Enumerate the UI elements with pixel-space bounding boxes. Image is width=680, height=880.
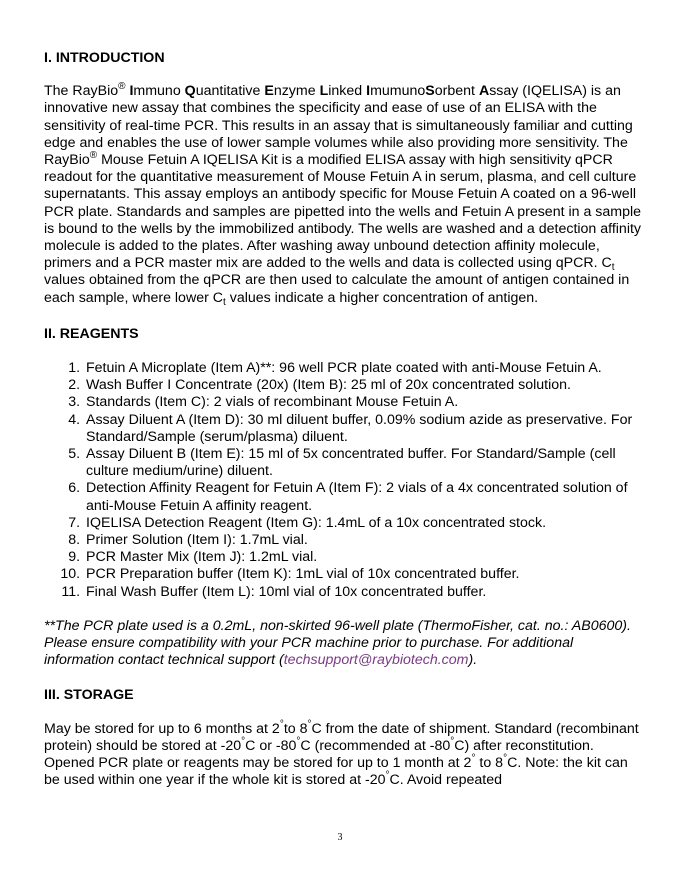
storage-heading: III. STORAGE xyxy=(44,686,134,703)
page-number: 3 xyxy=(337,832,343,843)
list-item: 4. Assay Diluent A (Item D): 30 ml diluent buffer, 0.09% sodium azide as preservative. For Standard/Sample (serum/plasma) diluent. xyxy=(84,412,644,446)
list-item: 6. Detection Affinity Reagent for Fetuin A (Item F): 2 vials of a 4x concentrated solution of anti-Mouse Fetuin A affinity reagent. xyxy=(84,480,644,514)
storage-paragraph: May be stored for up to 6 months at 2°to 8°C from the date of shipment. Standard (recombinant protein) should be stored at -20°C or -80°C (recommended at -80°C) after reconstitution. Opened PCR plate or reagents may be stored for up to 1 month at 2° to 8°C. Note: the kit can be used within one year if the whole kit is stored at -20°C. Avoid repeated xyxy=(44,718,639,789)
list-item: 2. Wash Buffer I Concentrate (20x) (Item B): 25 ml of 20x concentrated solution. xyxy=(84,377,644,394)
reagents-heading: II. REAGENTS xyxy=(44,325,139,342)
list-item: 10. PCR Preparation buffer (Item K): 1mL vial of 10x concentrated buffer. xyxy=(84,566,644,583)
plate-note: **The PCR plate used is a 0.2mL, non-skirted 96-well plate (ThermoFisher, cat. no.: AB0600). Please ensure compatibility with your PCR machine prior to purchase. For additional information contact technical support (techsupport@raybiotech.com). xyxy=(44,617,631,669)
list-item: 8. Primer Solution (Item I): 1.7mL vial. xyxy=(84,532,644,549)
introduction-paragraph: The RayBio® Immuno Quantitative Enzyme Linked ImumunoSorbent Assay (IQELISA) is an innovative new assay that combines the specificity and ease of use of an ELISA with the sensitivity of real-time PCR. This results in an assay that is simultaneously familiar and cutting edge and enables the use of lower sample volumes while also providing more sensitivity. The RayBio® Mouse Fetuin A IQELISA Kit is a modified ELISA assay with high sensitivity qPCR readout for the quantitative measurement of Mouse Fetuin A in serum, plasma, and cell culture supernatants. This assay employs an antibody specific for Mouse Fetuin A coated on a 96-well PCR plate. Standards and samples are pipetted into the wells and Fetuin A present in a sample is bound to the wells by the immobilized antibody. The wells are washed and a detection affinity molecule is added to the plates. After washing away unbound detection affinity molecule, primers and a PCR master mix are added to the wells and data is collected using qPCR. $C_t$ values obtained from the qPCR are then used to calculate the amount of antigen contained in each sample, where lower $C_t$ values indicate a higher concentration of antigen. xyxy=(44,81,642,308)
page-content xyxy=(44,50,644,790)
list-item: 7. IQELISA Detection Reagent (Item G): 1.4mL of a 10x concentrated stock. xyxy=(84,515,644,532)
list-item: 5. Assay Diluent B (Item E): 15 ml of 5x concentrated buffer. For Standard/Sample (cell culture medium/urine) diluent. xyxy=(84,446,644,480)
support-email-link[interactable]: techsupport@raybiotech.com xyxy=(283,652,469,669)
list-item: 3. Standards (Item C): 2 vials of recombinant Mouse Fetuin A. xyxy=(84,394,644,411)
list-item: 9. PCR Master Mix (Item J): 1.2mL vial. xyxy=(84,549,644,566)
list-item: 11. Final Wash Buffer (Item L): 10ml vial of 10x concentrated buffer. xyxy=(84,584,644,601)
list-item: 1. Fetuin A Microplate (Item A)**: 96 well PCR plate coated with anti-Mouse Fetuin A. xyxy=(84,360,644,377)
introduction-heading: I. INTRODUCTION xyxy=(44,50,165,66)
reagents-list xyxy=(44,360,644,601)
